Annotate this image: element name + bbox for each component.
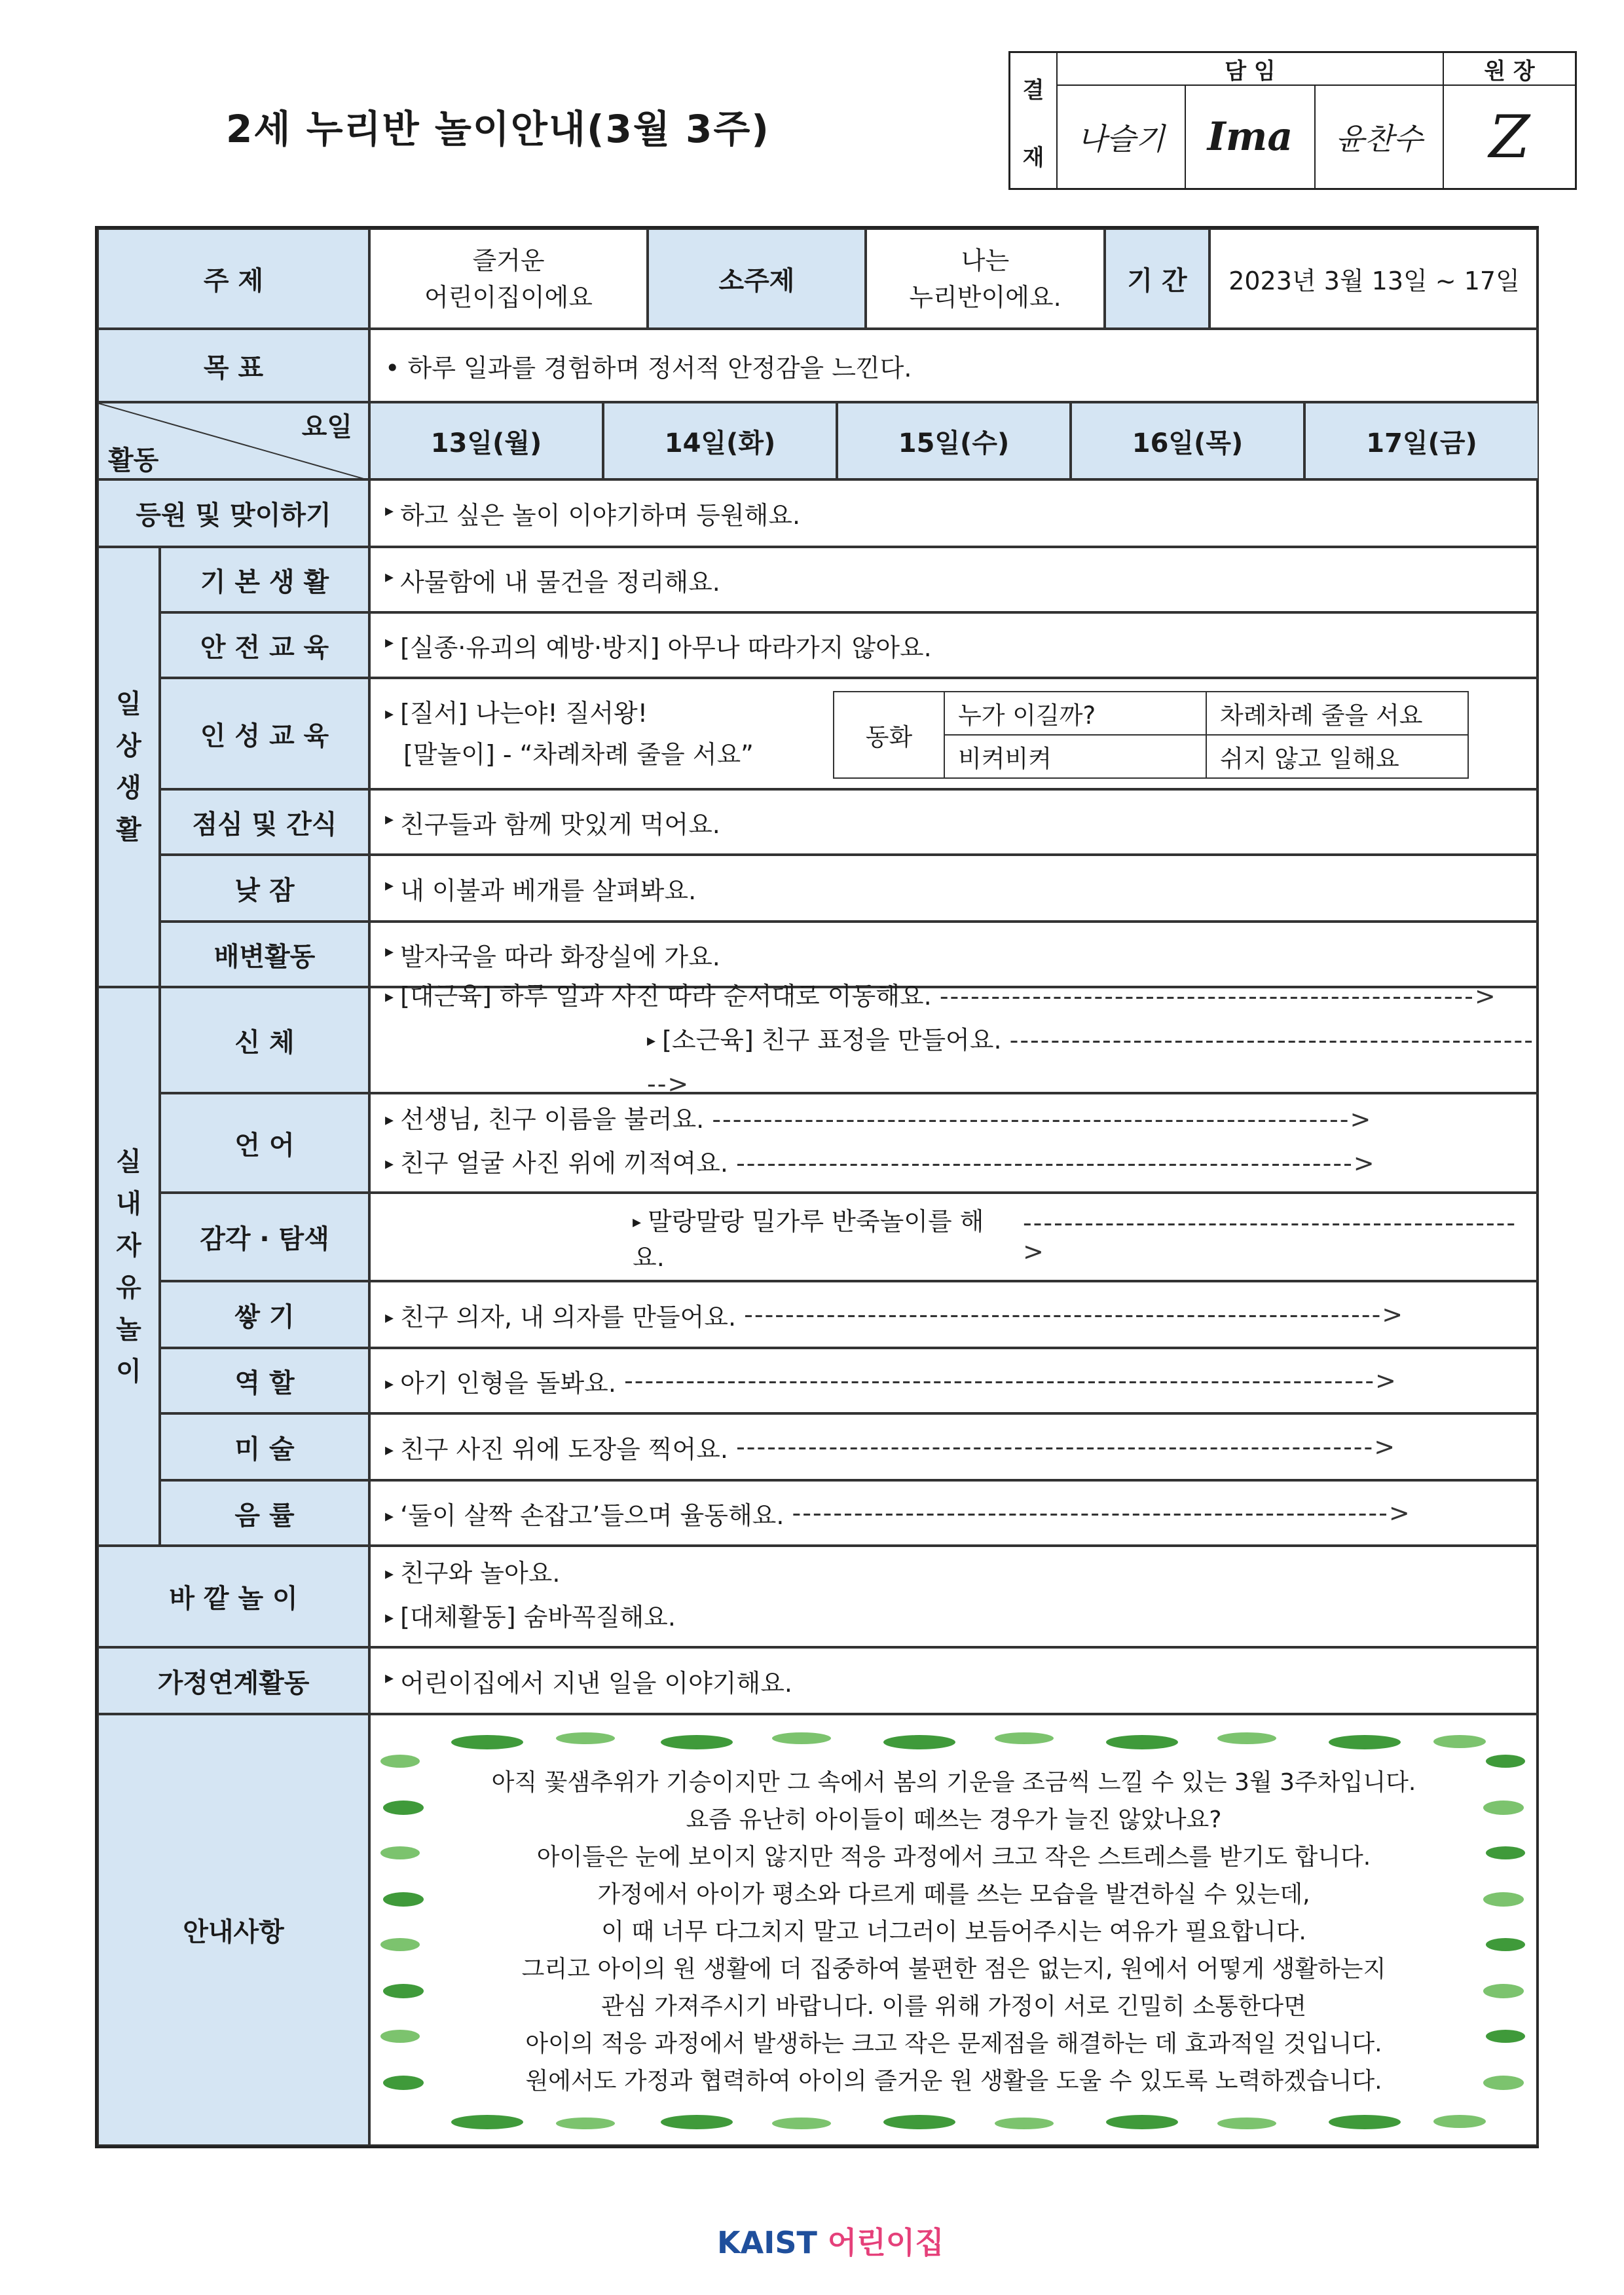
- plan-table: [95, 226, 1539, 2148]
- subtopic-value: [866, 229, 1105, 329]
- day-header-wed: 15일(수): [837, 402, 1071, 479]
- language-content: ▸ 선생님, 친구 이름을 불러요. --------------------------------------------------------------> ▸ 친구 얼굴 사진 위에 끼적여요. ------------------------------------------------------------>: [369, 1093, 1539, 1193]
- outdoor-line-2: ▸ [대체활동] 숨바꼭질해요.: [385, 1597, 676, 1641]
- arrival-label: 등원 및 맞이하기: [98, 479, 369, 547]
- notice-label: 안내사항: [98, 1714, 369, 2146]
- free-play-group-label: 실 내 자 유 놀 이: [98, 987, 160, 1546]
- page-title: 2세 누리반 놀이안내(3월 3주): [226, 107, 770, 151]
- sensory-text: ▸ 말랑말랑 밀가루 반죽놀이를 해요.: [633, 1201, 1015, 1273]
- story-3: 비켜비켜: [944, 734, 1207, 779]
- period-label: 기 간: [1105, 229, 1209, 329]
- approval-box: [1008, 51, 1577, 190]
- physical-line-1: ▸ [대근육] 하루 일과 사진 따라 순서대로 이동해요.: [385, 982, 932, 1011]
- day-header-fri: 17일(금): [1304, 402, 1539, 479]
- music-label: 음 률: [160, 1480, 369, 1546]
- notice-line: 관심 가져주시기 바랍니다. 이를 위해 가정이 서로 긴밀히 소통한다면: [601, 1992, 1306, 2020]
- blocks-content: ▸ 친구 의자, 내 의자를 만들어요. -------------------------------------------------------------->: [369, 1281, 1539, 1348]
- approval-side-label-2: 재: [1010, 122, 1058, 188]
- kaist-kindergarten-logo: [717, 2219, 944, 2262]
- outdoor-content: [369, 1546, 1539, 1647]
- blocks-label: 쌓 기: [160, 1281, 369, 1348]
- basic-life-label: 기 본 생 활: [160, 547, 369, 612]
- art-label: 미 술: [160, 1413, 369, 1480]
- topic-label: 주 제: [98, 229, 369, 329]
- language-line-2: ▸ 친구 얼굴 사진 위에 끼적여요.: [385, 1149, 728, 1178]
- character-label: 인 성 교 육: [160, 678, 369, 789]
- arrival-text: ▸ 하고 싶은 놀이 이야기하며 등원해요.: [369, 479, 1539, 547]
- role-text: ▸ 아기 인형을 돌봐요.: [385, 1363, 616, 1399]
- art-text: ▸ 친구 사진 위에 도장을 찍어요.: [385, 1429, 728, 1465]
- corner-day-label: 요일: [301, 412, 352, 442]
- notice-line: 아이의 적응 과정에서 발생하는 크고 작은 문제점을 해결하는 데 효과적일 것입니다.: [525, 2030, 1382, 2057]
- home-activity-label: 가정연계활동: [98, 1647, 369, 1714]
- basic-life-text: ▸ 사물함에 내 물건을 정리해요.: [369, 547, 1539, 612]
- home-activity-text: ▸ 어린이집에서 지낸 일을 이야기해요.: [369, 1647, 1539, 1714]
- notice-text: [428, 1755, 1479, 2108]
- day-corner-cell: [98, 402, 369, 479]
- role-content: ▸ 아기 인형을 돌봐요. ------------------------------------------------------------------------->: [369, 1348, 1539, 1413]
- story-4: 쉬지 않고 일해요: [1206, 734, 1469, 779]
- sensory-content: ▸ 말랑말랑 밀가루 반죽놀이를 해요. ------------------------------------------------>: [369, 1193, 1539, 1281]
- approval-side-label-1: 결: [1010, 53, 1058, 122]
- corner-activity-label: 활동: [108, 445, 159, 476]
- goal-label: 목 표: [98, 329, 369, 402]
- language-line-1: ▸ 선생님, 친구 이름을 불러요.: [385, 1105, 704, 1134]
- period-value: 2023년 3월 13일 ~ 17일: [1209, 229, 1539, 329]
- toilet-text: ▸ 발자국을 따라 화장실에 가요.: [369, 922, 1539, 987]
- character-line-1: ▸ [질서] 나는야! 질서왕!: [385, 694, 648, 736]
- notice-line: 아이들은 눈에 보이지 않지만 적응 과정에서 크고 작은 스트레스를 받기도 합니다.: [536, 1843, 1371, 1871]
- nap-text: ▸ 내 이불과 베개를 살펴봐요.: [369, 855, 1539, 922]
- story-label: 동화: [833, 691, 945, 779]
- subtopic-line-1: 나는: [961, 246, 1010, 275]
- daily-life-group-label: 일 상 생 활: [98, 547, 160, 987]
- approval-teacher-header: 담 임: [1058, 53, 1444, 86]
- topic-line-1: 즐거운: [472, 246, 545, 275]
- notice-line: 그리고 아이의 원 생활에 더 집중하여 불편한 점은 없는지, 원에서 어떻게 생활하는지: [521, 1955, 1386, 1983]
- day-header-tue: 14일(화): [603, 402, 837, 479]
- goal-text: • 하루 일과를 경험하며 정서적 안정감을 느낀다.: [369, 329, 1539, 402]
- topic-value: [369, 229, 648, 329]
- day-header-mon: 13일(월): [369, 402, 603, 479]
- music-text: ▸ ‘둘이 살짝 손잡고’들으며 율동해요.: [385, 1495, 784, 1531]
- outdoor-label: 바 깥 놀 이: [98, 1546, 369, 1647]
- physical-content: ▸ [대근육] 하루 일과 사진 따라 순서대로 이동해요. ----------------------------------------------------> ▸ [소근육] 친구 표정을 만들어요. ----------------------------------------------------->: [369, 987, 1539, 1093]
- meal-label: 점심 및 간식: [160, 789, 369, 855]
- story-2: 차례차례 줄을 서요: [1206, 691, 1469, 736]
- physical-line-2: ▸ [소근육] 친구 표정을 만들어요.: [647, 1026, 1002, 1054]
- blocks-text: ▸ 친구 의자, 내 의자를 만들어요.: [385, 1297, 736, 1333]
- toilet-label: 배변활동: [160, 922, 369, 987]
- subtopic-line-2: 누리반이에요.: [909, 282, 1061, 312]
- logo-brand-ko: 어린이집: [827, 2225, 944, 2260]
- signature-2: Ima: [1186, 86, 1316, 188]
- character-line-2: [말놀이] - “차례차례 줄을 서요”: [403, 739, 754, 769]
- day-header-thu: 16일(목): [1071, 402, 1304, 479]
- subtopic-label: 소주제: [648, 229, 866, 329]
- safety-text: ▸ [실종·유괴의 예방·방지] 아무나 따라가지 않아요.: [369, 612, 1539, 678]
- signature-3: 윤찬수: [1316, 86, 1444, 188]
- sensory-label: 감각 · 탐색: [160, 1193, 369, 1281]
- signature-1: 나슬기: [1058, 86, 1186, 188]
- notice-line: 이 때 너무 다그치지 말고 너그러이 보듬어주시는 여유가 필요합니다.: [601, 1918, 1306, 1945]
- approval-director-header: 원 장: [1444, 53, 1575, 86]
- meal-text: ▸ 친구들과 함께 맛있게 먹어요.: [369, 789, 1539, 855]
- safety-label: 안 전 교 육: [160, 612, 369, 678]
- nap-label: 낮 잠: [160, 855, 369, 922]
- physical-label: 신 체: [160, 987, 369, 1093]
- art-content: ▸ 친구 사진 위에 도장을 찍어요. -------------------------------------------------------------->: [369, 1413, 1539, 1480]
- music-content: ▸ ‘둘이 살짝 손잡고’들으며 율동해요. ---------------------------------------------------------->: [369, 1480, 1539, 1546]
- notice-line: 가정에서 아이가 평소와 다르게 떼를 쓰는 모습을 발견하실 수 있는데,: [597, 1880, 1310, 1908]
- notice-line: 아직 꽃샘추위가 기승이지만 그 속에서 봄의 기운을 조금씩 느낄 수 있는 3월 3주차입니다.: [491, 1768, 1416, 1796]
- topic-line-2: 어린이집이에요: [424, 282, 593, 312]
- outdoor-line-1: ▸ 친구와 놀아요.: [385, 1553, 560, 1597]
- notice-line: 원에서도 가정과 협력하여 아이의 즐거운 원 생활을 도울 수 있도록 노력하겠습니다.: [525, 2067, 1382, 2095]
- story-1: 누가 이길까?: [944, 691, 1207, 736]
- logo-brand-en: KAIST: [717, 2225, 817, 2260]
- signature-4: Z: [1488, 102, 1530, 172]
- notice-line: 요즘 유난히 아이들이 떼쓰는 경우가 늘진 않았나요?: [686, 1806, 1222, 1833]
- role-label: 역 할: [160, 1348, 369, 1413]
- language-label: 언 어: [160, 1093, 369, 1193]
